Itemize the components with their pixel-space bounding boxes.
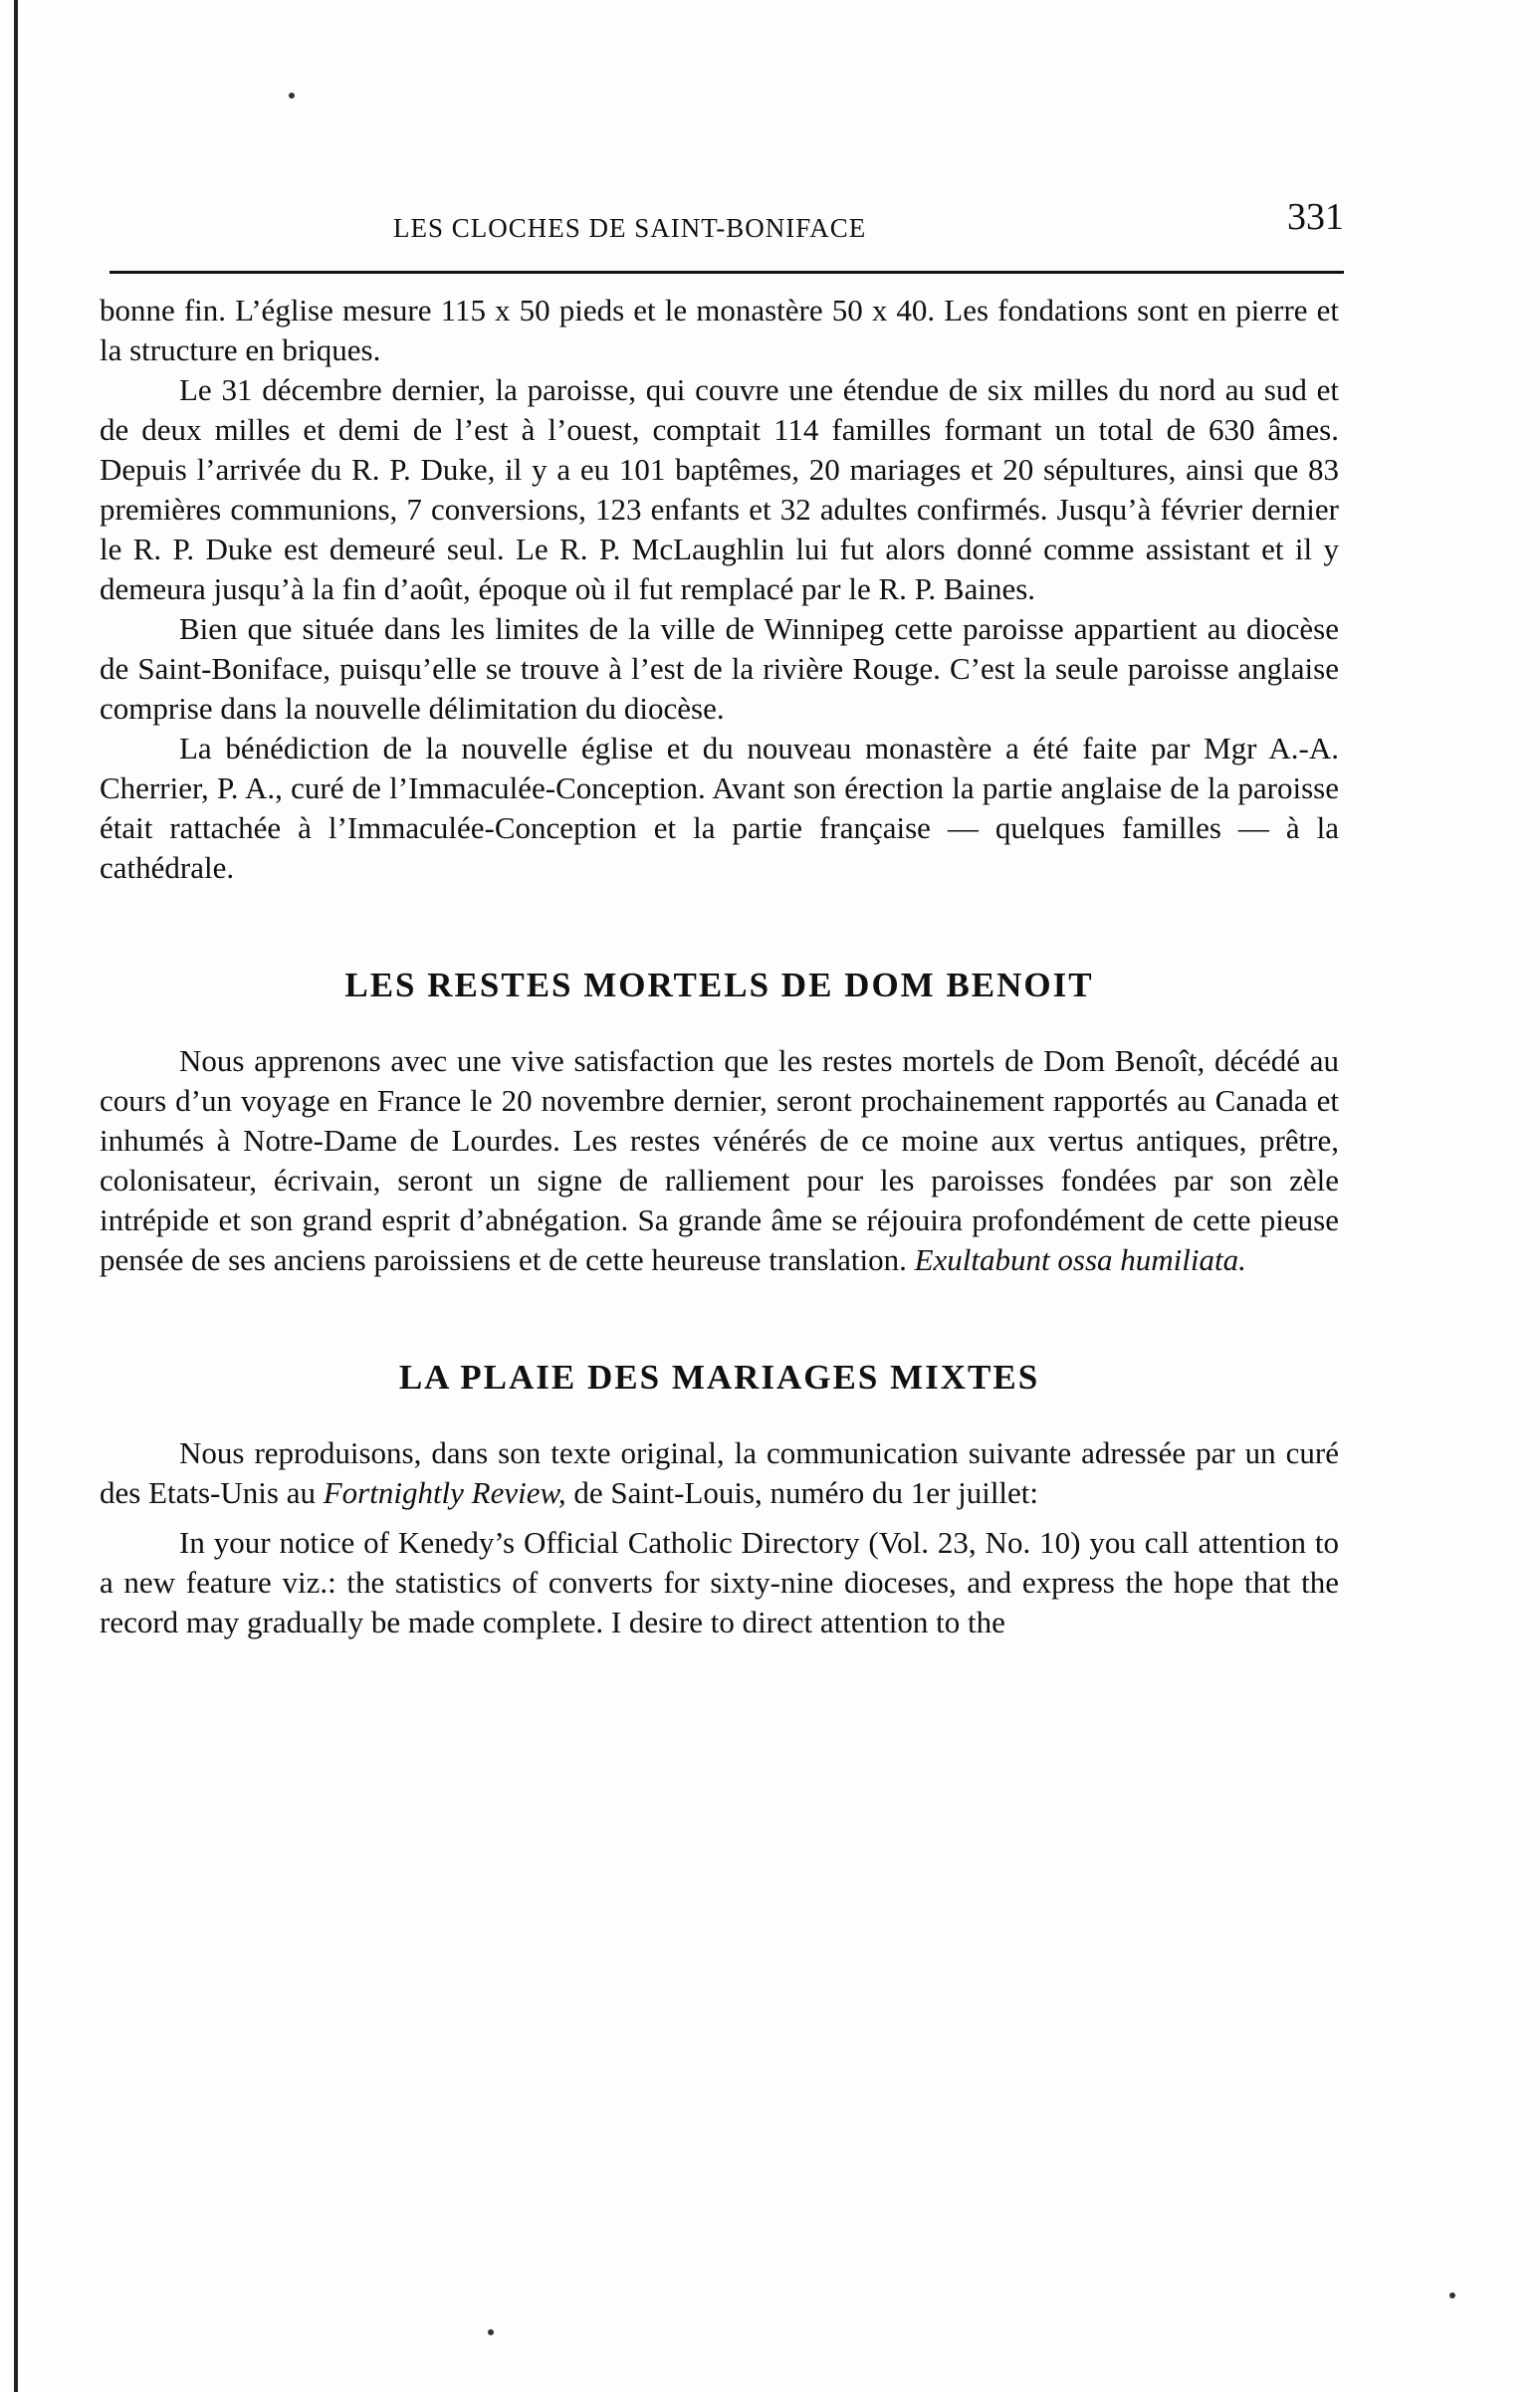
intro-text-b: de Saint-Louis, numéro du 1er juillet:	[573, 1475, 1039, 1510]
dom-benoit-text: Nous apprenons avec une vive satisfaction que les restes mortels de Dom Benoît, décédé au cours d’un voyage en France le 20 novembre dernier, seront prochainement rapportés au Canada et inhumés à Notre-Dame de Lourdes. Les restes vénérés de ce moine aux vertus antiques, prêtre, colonisateur, écrivain, seront un signe de ralliement pour les paroisses fondées par son zèle intrépide et son grand esprit d’abnégation. Sa grande âme se réjouira profondément de cette pieuse pensée de ses anciens paroissiens et de cette heureuse translation.	[100, 1043, 1339, 1277]
paragraph-blessing: La bénédiction de la nouvelle église et du nouveau monastère a été faite par Mgr A.-A. Cherrier, P. A., curé de l’Immaculée-Conception. Avant son érection la partie anglaise de la paroisse était rattachée à l’Immaculée-Conception et la partie française — quelques familles — à la cathédrale.	[100, 731, 1339, 885]
section-title-mariages-mixtes: LA PLAIE DES MARIAGES MIXTES	[398, 1358, 1040, 1397]
paragraph-dom-benoit	[100, 1041, 1339, 1280]
page-body	[100, 291, 1339, 1642]
page-header	[100, 189, 1344, 249]
section-title-dom-benoit: LES RESTES MORTELS DE DOM BENOIT	[344, 966, 1094, 1004]
english-quotation: In your notice of Kenedy’s Official Catholic Directory (Vol. 23, No. 10) you call attention to a new feature viz.: the statistics of converts for sixty-nine dioceses, and express the hope that the record may gradually be made complete. I desire to direct attention to the	[100, 1525, 1339, 1639]
scan-speck	[289, 93, 295, 99]
scan-speck	[488, 2329, 494, 2335]
header-rule	[110, 271, 1344, 274]
review-title: Fortnightly Review,	[323, 1475, 566, 1510]
scan-speck	[1449, 2292, 1455, 2298]
paragraph-church-dimensions: bonne fin. L’église mesure 115 x 50 pieds et le monastère 50 x 40. Les fondations sont en pierre et la structure en briques.	[100, 293, 1339, 367]
paragraph-parish-statistics: Le 31 décembre dernier, la paroisse, qui couvre une étendue de six milles du nord au sud et de deux milles et demi de l’est à l’ouest, comptait 114 familles formant un total de 630 âmes. Depuis l’arrivée du R. P. Duke, il y a eu 101 baptêmes, 20 mariages et 20 sépultures, ainsi que 83 premières communions, 7 conversions, 123 enfants et 32 adultes confirmés. Jusqu’à février dernier le R. P. Duke est demeuré seul. Le R. P. McLaughlin lui fut alors donné comme assistant et il y demeura jusqu’à la fin d’août, époque où il fut remplacé par le R. P. Baines.	[100, 372, 1339, 606]
page-edge-rule	[14, 0, 18, 2392]
latin-quote: Exultabunt ossa humiliata.	[914, 1242, 1246, 1277]
intro-text-a: Nous reproduisons, dans son texte original, la communication suivante adressée par un curé des Etats-Unis au	[100, 1435, 1339, 1510]
running-head: LES CLOCHES DE SAINT-BONIFACE	[393, 213, 867, 243]
page-number: 331	[1287, 196, 1344, 238]
paragraph-parish-location: Bien que située dans les limites de la ville de Winnipeg cette paroisse appartient au diocèse de Saint-Boniface, puisqu’elle se trouve à l’est de la rivière Rouge. C’est la seule paroisse anglaise comprise dans la nouvelle délimitation du diocèse.	[100, 611, 1339, 726]
paragraph-intro-mixed-marriages	[100, 1433, 1339, 1513]
